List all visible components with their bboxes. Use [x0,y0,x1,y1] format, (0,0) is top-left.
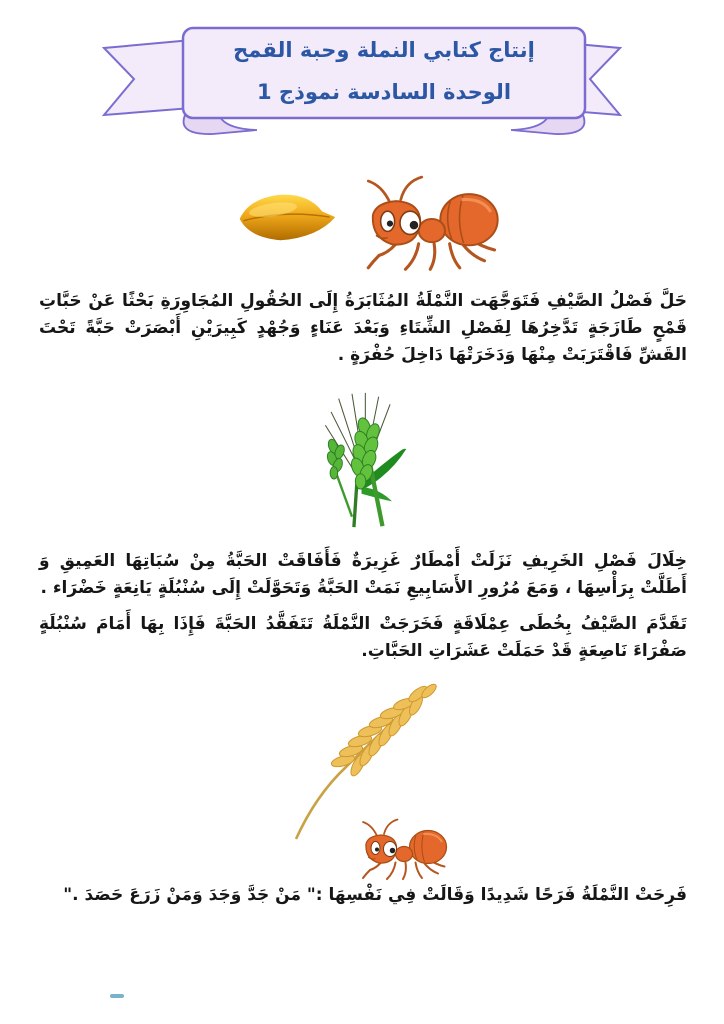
story-paragraph-harvest: تَقَدَّمَ الصَّيْفُ بِخُطَى عِمْلَاقَةٍ فَخَرَجَتْ النَّمْلَةُ تَتَفَقَّدُ الحَبَّةَ فَإِذَا بِهَا أَمَامَ سُنْبُلَةٍ صَفْرَاءَ نَاصِعَةٍ قَدْ حَمَلَتْ عَشَرَاتِ الحَبَّاتِ. [39,614,687,661]
story-paragraph-autumn: خِلَالَ فَصْلِ الخَرِيفِ نَزَلَتْ أَمْطَارٌ غَزِيرَةٌ فَأَفَاقَتْ الحَبَّةُ مِنْ سُبَاتِهَا العَمِيقِ وَ أَطَلَّتْ بِرَأْسِهَا ، وَمَعَ مُرُورِ الأَسَابِيعِ نَمَتْ الحَبَّةُ وَتَحَوَّلَتْ إِلَى سُنْبُلَةٍ يَانِعَةٍ خَضْرَاء . [39,551,687,598]
green-wheat-image [312,390,412,530]
title-line-1: إنتاج كتابي النملة وحبة القمح [233,38,535,62]
ant-image [345,170,500,271]
worksheet-title [183,29,585,113]
small-ant-image [348,815,448,880]
story-paragraph-moral: فَرِحَتْ النَّمْلَةُ فَرَحًا شَدِيدًا وَقَالَتْ فِي نَفْسِهَا :" مَنْ جَدَّ وَجَدَ وَمَنْ زَرَعَ حَصَدَ ." [63,885,687,905]
footer-dash-mark [110,994,124,998]
wheat-grain-image [236,189,338,247]
wheat-head-small [326,438,346,479]
wheat-grains [330,683,438,778]
story-paragraph-summer: حَلَّ فَصْلُ الصَّيْفِ فَتَوَجَّهَت النَّمْلَةُ المُثَابَرَةُ إِلَى الحُقُولِ المُجَاوِرَةِ بَحْثًا عَنْ حَبَّاتِ قَمْحٍ طَازَجَةٍ تَدَّخِرُهَا لِفَصْلِ الشِّتَاءِ وَبَعْدَ عَنَاءٍ وَجُهْدٍ كَبِيرَيْنِ أَبْصَرَتْ حَبَّةً تَحْتَ القَشِّ فَاقْتَرَبَتْ مِنْهَا وَدَخَرَتْهَا دَاخِلَ حُفْرَةٍ . [39,291,687,365]
title-line-2: الوحدة السادسة نموذج 1 [257,80,512,104]
